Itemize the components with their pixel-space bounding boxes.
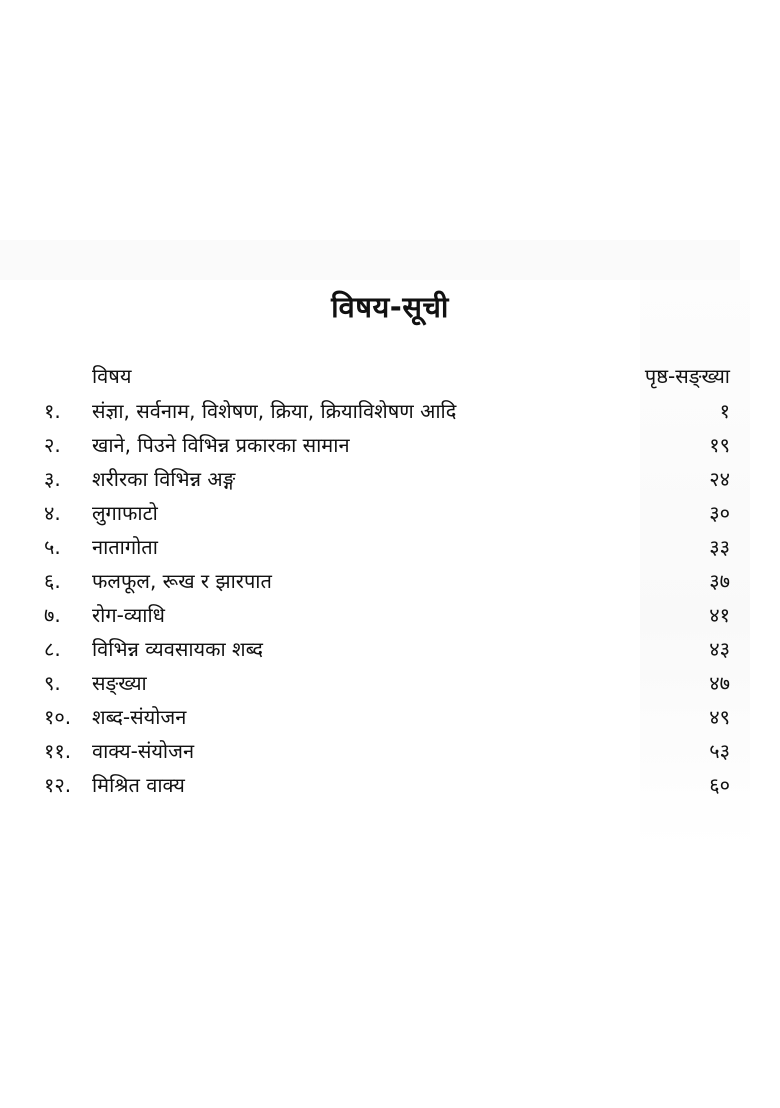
entry-subject: वाक्य-संयोजन (92, 739, 195, 763)
toc-entry (40, 496, 730, 530)
entry-subject: मिश्रित वाक्य (92, 773, 185, 797)
scan-artifact-band (0, 240, 740, 280)
entry-subject: संज्ञा, सर्वनाम, विशेषण, क्रिया, क्रियाविशेषण आदि (92, 399, 457, 423)
toc-header (40, 362, 730, 394)
toc-entry (40, 530, 730, 564)
entry-page: ४१ (709, 603, 730, 627)
entry-number: १. (44, 399, 61, 423)
entry-number: ११. (44, 739, 72, 763)
entry-page: ४३ (709, 637, 730, 661)
entry-subject: शब्द-संयोजन (92, 705, 187, 729)
entry-page: ५३ (709, 739, 730, 763)
entry-number: ३. (44, 467, 61, 491)
entry-number: ५. (44, 535, 61, 559)
toc-entry (40, 734, 730, 768)
entry-number: ८. (44, 637, 61, 661)
toc-entry (40, 394, 730, 428)
entry-subject: नातागोता (92, 535, 158, 559)
entry-subject: खाने, पिउने विभिन्न प्रकारका सामान (92, 433, 350, 457)
toc-entry (40, 632, 730, 666)
entry-page: ४९ (709, 705, 730, 729)
entry-number: २. (44, 433, 61, 457)
toc-entry (40, 666, 730, 700)
entry-number: ६. (44, 569, 61, 593)
page-number-column-header: पृष्ठ-सङ्ख्या (644, 364, 730, 388)
entry-page: ३३ (709, 535, 730, 559)
entry-subject: रोग-व्याधि (92, 603, 165, 627)
subject-column-header: विषय (92, 364, 132, 388)
entry-subject: फलफूल, रूख र झारपात (92, 569, 272, 593)
entry-page: २४ (709, 467, 730, 491)
entry-page: ६० (709, 773, 730, 797)
table-of-contents (40, 362, 730, 802)
entry-page: ३० (709, 501, 730, 525)
page-title: विषय-सूची (331, 290, 449, 324)
toc-entry (40, 462, 730, 496)
entry-number: १०. (44, 705, 72, 729)
entry-number: ९. (44, 671, 61, 695)
entry-page: ३७ (709, 569, 730, 593)
entry-subject: शरीरका विभिन्न अङ्ग (92, 467, 236, 491)
toc-entry (40, 428, 730, 462)
entry-number: ४. (44, 501, 61, 525)
toc-entry (40, 564, 730, 598)
entry-number: ७. (44, 603, 61, 627)
entry-subject: लुगाफाटो (92, 501, 158, 525)
entry-subject: सङ्ख्या (92, 671, 147, 695)
entry-page: १९ (709, 433, 730, 457)
toc-entry (40, 768, 730, 802)
toc-entry (40, 700, 730, 734)
toc-entry (40, 598, 730, 632)
entry-page: ४७ (709, 671, 730, 695)
entry-number: १२. (44, 773, 72, 797)
entry-page: १ (719, 399, 730, 423)
entry-subject: विभिन्न व्यवसायका शब्द (92, 637, 263, 661)
